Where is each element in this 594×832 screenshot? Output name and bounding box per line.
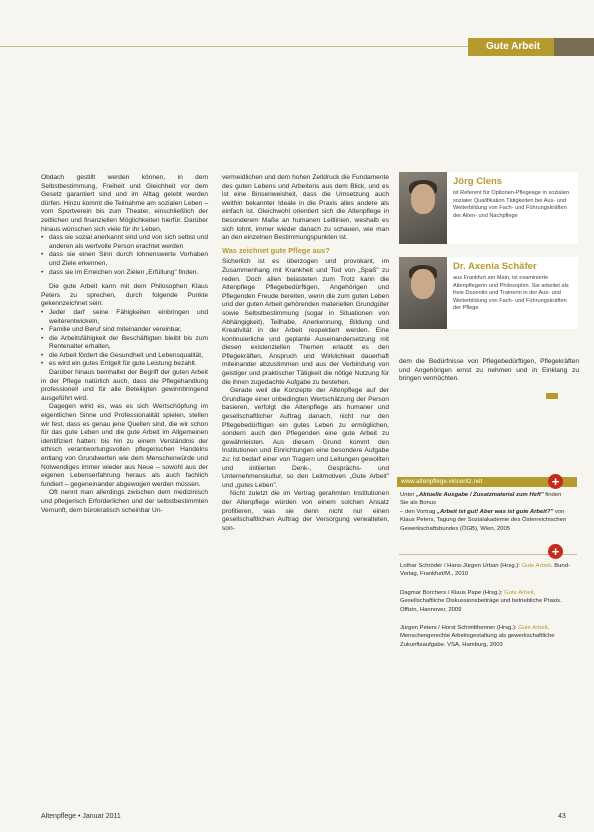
subheading: Was zeichnet gute Pflege aus?	[222, 245, 330, 255]
paragraph: Darüber hinaus beinhaltet der Begriff der guten Arbeit in der Pflege natürlich auch, dass die Pflegehandlung professionell und für alle Beteiligten gewinnbringend ausgeführt wird.	[41, 369, 208, 402]
text: Dagmar Borchers / Klaus Pape (Hrsg.):	[400, 589, 505, 596]
author-photo	[399, 257, 447, 329]
author-photo	[399, 172, 447, 244]
list-item: • dass sie einen Sinn durch lohnenswerte Vorhaben und Ziele erkennen,	[41, 251, 208, 268]
text: . Gesellschaftliche Diskussionsbeiträge und betriebliche Praxis. Offizin, Hannover, 2009	[400, 589, 562, 613]
column-1	[41, 174, 208, 515]
plus-icon: +	[548, 474, 563, 489]
section-tab: Gute Arbeit	[468, 38, 554, 56]
text: Unter	[400, 492, 417, 498]
text: . Bund-Verlag, Frankfurt/M., 2010	[400, 563, 570, 578]
paragraph: Gerade weil die Konzepte der Altenpflege auf der Grundlage einer unbedingten Wertschätzung der Person basieren, verfolgt die Altenpflege als humaner und gesellschaftlicher Auftrag danach, nicht nur den Pflegebedürftigen ein gutes Leben zu ermöglichen, sondern auch den Pflegenden eine gute Arbeit zu gewährleisten. Aus diesem Grund kommt den Institutionen und Einrichtungen eine besondere Aufgabe zu: Ist bedarf einer von Tragern und Leitungen gewollten und initiierten Denk-, Gesprächs- und Unternehmenskultur, so den Leitmotiven „Gute Arbeit" und „gutes Leben".	[222, 387, 389, 489]
paragraph: vermeidlichen und dem hohen Zeitdruck die Fundamente des guten Lebens und Arbeitens aus dem Blick, und es ist eine Binsenweisheit, dass die Umsetzung auch weithin bekannter Ideale in die Praxis alles andere als einfach ist. Gleichwohl orientiert sich die Altenpflege in besonderem Maße an humanen Leitlinien, weshalb es sich lohnt, immer wieder danach zu schauen, wie man an den einzelnen Bestimmungspunkten ist.	[222, 174, 389, 242]
title: Gute Arbeit	[521, 563, 551, 569]
paragraph: Die gute Arbeit kann mit dem Philosophen Klaus Peters zu sprechen, durch folgende Punkte gekennzeichnet sein:	[41, 283, 208, 308]
text: Lothar Schröder / Hans-Jürgen Urban (Hrsg.):	[400, 563, 522, 569]
text: Jürgen Peters / Horst Schmitthenner (Hrsg.):	[400, 625, 519, 632]
web-box-text	[400, 491, 568, 533]
author-name: Dr. Axenia Schäfer	[453, 261, 537, 272]
author-box-schaefer	[399, 257, 578, 329]
web-link-bar[interactable]: www.altenpflege.vincentz.net	[397, 477, 577, 487]
page-number: 43	[558, 813, 566, 820]
emphasis: „Aktuelle Ausgabe / Zusatzmaterial zum Heft"	[416, 492, 544, 498]
paragraph: dem die Bedürfnisse von Pflegebedürftigen, Pflegekräften und Angehörigen ernst zu nehmen und in Einklang zu bringen vermöchten.	[399, 358, 579, 383]
list-item: • Familie und Beruf sind miteinander vereinbar,	[41, 326, 208, 335]
journal-footer: Altenpflege • Januar 2011	[41, 813, 121, 820]
text: von Klaus Peters, Tagung der Sozialakademie des Österreichischen Gewerkschaftsbundes (ÖGB), Wien, 2005	[400, 508, 567, 532]
column-3	[399, 358, 579, 384]
list-item: • dass sie sozial anerkannt sind und von sich selbst und anderen als wertvolle Person erachtet werden	[41, 234, 208, 251]
column-2	[222, 174, 389, 533]
paragraph: Oft nennt man allerdings zwischen dem medizinisch und pflegerisch Erforderlichen und der selbstbestimmten Vernunft, dem bürokratisch scheinbar Un-	[41, 489, 208, 514]
paragraph: Obdach gestillt werden können, in dem Selbstbestimmung, Freiheit und Gleichheit vor dem Gesetz garantiert sind und im Alltag gelebt werden dürfen. Hinzu kommt die Teilnahme am sozialen Leben – vom Sportverein bis zum Theater, einschließlich der zeitlichen und finanziellen Möglichkeiten hierfür. Darüber hinaus wünschen sich viele für ihr Leben,	[41, 174, 208, 233]
paragraph: Dagegen wirkt es, was es sich Wertschöpfung im eigentlichen Sinne und Professionalität spielen, stellen wir fest, dass es genau jene Quellen sind, die wir schon für das gute Leben und die gute Arbeit im Allgemeinen identifiziert hatten: bis hin zu einem Verständnis der ethisch verantwortungsvollen pflegerischen Handelns entlang von Grundwerten wie dem Menschenwürde und Notwendiges immer wieder aus Neue – sowohl aus der eigenen Lebenserfahrung heraus als auch fachlich fundiert – gegeneinander abgewogen werden müssen.	[41, 403, 208, 488]
literature-item	[400, 562, 572, 579]
list-item: • dass sie im Erreichen von Zielen „Erfüllung" finden.	[41, 269, 208, 278]
list-item: • die Arbeit fördert die Gesundheit und Lebensqualität,	[41, 352, 208, 361]
title: Gute Arbeit	[518, 625, 548, 632]
literature-list	[400, 562, 572, 659]
author-name: Jörg Clens	[453, 176, 503, 187]
title: Gute Arbeit	[504, 589, 534, 596]
section-tab-end	[554, 38, 594, 56]
list-item: • Jeder darf seine Fähigkeiten einbringen und weiterentwickeln,	[41, 309, 208, 326]
author-box-clens	[399, 172, 578, 244]
paragraph: Sicherlich ist es überzogen und provokant, im Zusammenhang mit Krankheit und Tod von „Spaß" zu reden. Doch allen belasteten zum Trotz kann die Altenpflege Pflegebedürftigen, Angehörigen und Pflegenden Freude bereiten, wenn die zum guten Leben und der guten Arbeit gehörenden materiellen Grundgüter sowie Selbstbestimmung (sogar in Situationen von Abhängigkeit), Teilhabe, Anerkennung, Bildung und Kreativität in der Arbeit respektiert werden. Eine kontinuierliche und geplante Auseinandersetzung mit diesen existenziellen Themen erlaubt es den Pflegekräften, Anspruch und Wirklichkeit dauerhaft miteinander abzustimmen und aus der Verbindung von geistiger und praktischer Tätigkeit die nötige Nutzung für die ihnen zugedachte Aufgabe zu bestehen.	[222, 258, 389, 386]
emphasis: „Arbeit ist gut! Aber was ist gute Arbeit?"	[437, 508, 554, 515]
text: . Menschengerechte Arbeitsgestaltung als gewerkschaftliche Zukunftsaufgabe. VSA, Hamburg, 2003	[400, 625, 555, 648]
header-rule	[0, 46, 468, 47]
bullet-list-2	[41, 309, 208, 369]
literature-item	[400, 624, 572, 649]
list-item: • es wird ein gutes Entgelt für gute Leistung bezahlt.	[41, 360, 208, 369]
author-bio: aus Frankfurt am Main, ist examinierte Altenpflegerin und Philosophin. Sie arbeitet als freie Dozentin und Trainerin in der Aus- und Weiterbildung von Fach- und Führungskräften der Pflege	[453, 275, 569, 312]
plus-icon: +	[548, 544, 563, 559]
end-marker	[546, 393, 558, 399]
bullet-list-1	[41, 234, 208, 277]
author-bio: ist Referent für Optionen-Pflegeage in sozialen sozialer Qualifikation Tätigkeiten bei Aus- und Weiterbildung von Fach- und Führungskräften der Alten- und Nachpflege	[453, 190, 569, 219]
text: – den Vortrag	[400, 508, 438, 515]
list-item: • die Arbeitsfähigkeit der Beschäftigten bleibt bis zum Rentenalter erhalten,	[41, 335, 208, 352]
paragraph: Nicht zuletzt die im Vertrag gerahmten Institutionen der Altenpflege würden von einem solchen Ansatz profitieren, was sie denn nicht nur einen gesellschaftlichen Auftrag der Versorgung verwalteten, son-	[222, 490, 389, 532]
literature-item	[400, 589, 572, 614]
text: finden Sie als Bonus	[400, 492, 562, 507]
